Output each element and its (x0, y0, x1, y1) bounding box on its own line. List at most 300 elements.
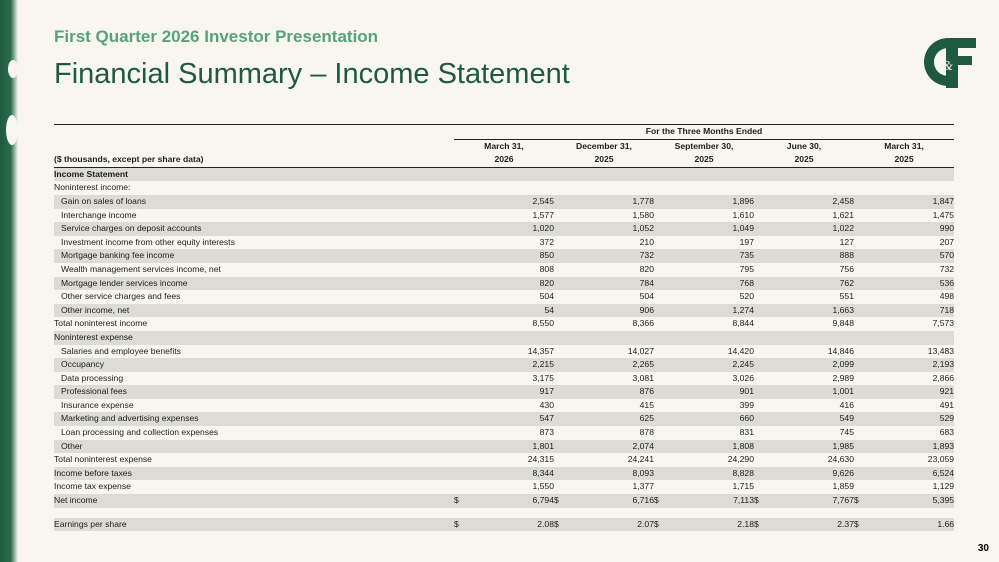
period-span-header: For the Three Months Ended (454, 125, 954, 140)
value-cell: 3,175 (532, 372, 554, 383)
column-header-row (54, 139, 954, 153)
value-cell: 2,074 (568, 440, 654, 454)
currency-cell (554, 358, 568, 372)
currency-cell (854, 426, 868, 440)
value-cell: 795 (739, 263, 754, 274)
value-cell: 820 (639, 263, 654, 274)
column-header-year: 2025 (854, 153, 954, 167)
column-header-year: 2025 (554, 153, 654, 167)
span-header-row (54, 125, 954, 140)
value-cell: 8,828 (668, 467, 754, 481)
value-cell: 372 (539, 236, 554, 247)
currency-cell (854, 181, 868, 195)
units-label: ($ thousands, except per share data) (54, 153, 454, 167)
value-cell: 921 (868, 385, 954, 399)
currency-cell (654, 195, 668, 209)
row-label: Earnings per share (54, 518, 454, 532)
value-cell: 549 (768, 412, 854, 426)
value-cell: 2,099 (768, 358, 854, 372)
value-cell: 9,848 (832, 318, 854, 329)
value-cell: 2,193 (868, 358, 954, 372)
value-cell: 917 (468, 385, 554, 399)
currency-cell (554, 467, 568, 481)
value-cell: 1,610 (732, 209, 754, 220)
edge-texture (8, 60, 18, 78)
currency-cell (654, 277, 668, 291)
value-cell: 3,081 (632, 372, 654, 383)
value-cell: 1,621 (832, 209, 854, 220)
value-cell: 1,808 (668, 440, 754, 454)
row-label: Total noninterest expense (54, 454, 152, 465)
value-cell: 504 (539, 291, 554, 302)
currency-cell (854, 508, 868, 518)
value-cell: 2,245 (668, 358, 754, 372)
currency-cell (454, 167, 468, 181)
table-row (54, 494, 954, 508)
value-cell: 7,113 (668, 494, 754, 508)
table-body (54, 167, 954, 531)
value-cell: 1,715 (732, 481, 754, 492)
currency-cell (854, 412, 868, 426)
currency-cell (454, 195, 468, 209)
currency-cell (754, 331, 768, 345)
value-cell: 8,344 (468, 467, 554, 481)
currency-cell (854, 304, 868, 318)
currency-symbol: $ (454, 518, 468, 532)
column-header-row (54, 153, 954, 167)
table-row (54, 518, 954, 532)
currency-cell (554, 345, 568, 359)
value-cell: 2.37 (768, 518, 854, 532)
currency-cell (854, 358, 868, 372)
value-cell: 2.07 (568, 518, 654, 532)
company-logo (918, 34, 978, 92)
currency-symbol: $ (854, 494, 868, 508)
value-cell (568, 508, 654, 518)
row-label: Other service charges and fees (61, 291, 181, 302)
value-cell: 416 (839, 399, 854, 410)
table-row (54, 249, 954, 263)
value-cell (568, 167, 654, 181)
currency-cell (454, 399, 468, 413)
value-cell: 1.66 (868, 518, 954, 532)
value-cell: 756 (839, 263, 854, 274)
currency-cell (754, 440, 768, 454)
value-cell: 1,049 (668, 222, 754, 236)
currency-symbol: $ (654, 494, 668, 508)
column-header-year: 2025 (654, 153, 754, 167)
currency-cell (854, 480, 868, 494)
value-cell: 14,357 (527, 345, 554, 356)
currency-cell (654, 222, 668, 236)
row-label: Marketing and advertising expenses (54, 412, 454, 426)
decorative-edge (0, 0, 18, 562)
row-label: Interchange income (61, 209, 137, 220)
svg-text:&: & (942, 59, 953, 74)
currency-cell (754, 508, 768, 518)
currency-cell (454, 467, 468, 481)
value-cell (468, 167, 554, 181)
table-row (54, 263, 954, 277)
column-header-date: March 31, (484, 140, 524, 151)
currency-cell (854, 385, 868, 399)
edge-texture (6, 115, 18, 145)
currency-cell (554, 181, 568, 195)
table-row (54, 331, 954, 345)
currency-cell (854, 195, 868, 209)
row-label: Wealth management services income, net (61, 263, 221, 274)
row-label: Mortgage lender services income (54, 277, 454, 291)
value-cell: 2.08 (468, 518, 554, 532)
value-cell: 732 (568, 249, 654, 263)
currency-cell (654, 263, 668, 277)
table-row (54, 167, 954, 181)
currency-cell (654, 399, 668, 413)
value-cell: 1,985 (768, 440, 854, 454)
value-cell: 745 (839, 427, 854, 438)
row-label: Investment income from other equity interests (61, 236, 235, 247)
value-cell: 901 (668, 385, 754, 399)
value-cell: 732 (939, 263, 955, 274)
currency-cell (454, 331, 468, 345)
currency-cell (454, 358, 468, 372)
value-cell (868, 167, 954, 181)
currency-cell (854, 467, 868, 481)
value-cell: 1,052 (568, 222, 654, 236)
table-row (54, 480, 954, 494)
value-cell (868, 331, 954, 345)
value-cell: 1,778 (568, 195, 654, 209)
currency-cell (754, 236, 768, 250)
currency-cell (454, 345, 468, 359)
currency-symbol: $ (554, 518, 568, 532)
currency-cell (854, 263, 868, 277)
currency-cell (754, 317, 768, 331)
currency-symbol: $ (654, 518, 668, 532)
value-cell: 3,026 (732, 372, 754, 383)
currency-cell (654, 467, 668, 481)
currency-cell (754, 480, 768, 494)
page-title: Financial Summary – Income Statement (54, 58, 570, 90)
row-label: Income Statement (54, 167, 454, 181)
table-row (54, 277, 954, 291)
currency-cell (654, 317, 668, 331)
value-cell: 5,395 (868, 494, 954, 508)
value-cell: 197 (739, 236, 754, 247)
value-cell (868, 508, 954, 518)
row-label: Salaries and employee benefits (61, 345, 181, 356)
currency-cell (554, 426, 568, 440)
value-cell (468, 331, 554, 345)
table-row (54, 222, 954, 236)
currency-cell (454, 426, 468, 440)
currency-cell (754, 167, 768, 181)
value-cell: 24,630 (827, 454, 854, 465)
currency-cell (654, 358, 668, 372)
value-cell: 7,573 (932, 318, 955, 329)
currency-cell (754, 249, 768, 263)
table-row (54, 412, 954, 426)
currency-cell (854, 399, 868, 413)
currency-cell (854, 453, 868, 467)
currency-cell (754, 304, 768, 318)
currency-cell (554, 412, 568, 426)
currency-cell (854, 317, 868, 331)
currency-cell (454, 508, 468, 518)
value-cell (668, 167, 754, 181)
currency-cell (754, 290, 768, 304)
currency-cell (554, 277, 568, 291)
value-cell: 14,846 (827, 345, 854, 356)
row-label: Occupancy (54, 358, 454, 372)
currency-cell (754, 195, 768, 209)
value-cell (768, 167, 854, 181)
value-cell: 23,059 (927, 454, 955, 465)
currency-cell (654, 480, 668, 494)
value-cell: 1,129 (932, 481, 955, 492)
currency-cell (654, 181, 668, 195)
currency-cell (554, 317, 568, 331)
currency-cell (554, 195, 568, 209)
row-label (54, 508, 454, 518)
currency-cell (454, 236, 468, 250)
currency-cell (754, 372, 768, 386)
row-label: Income before taxes (54, 467, 454, 481)
value-cell: 415 (639, 399, 654, 410)
currency-cell (754, 467, 768, 481)
table-row (54, 453, 954, 467)
value-cell (768, 331, 854, 345)
currency-cell (654, 236, 668, 250)
value-cell: 1,893 (868, 440, 954, 454)
value-cell: 784 (568, 277, 654, 291)
value-cell: 660 (668, 412, 754, 426)
currency-cell (554, 167, 568, 181)
value-cell: 2.18 (668, 518, 754, 532)
currency-cell (854, 277, 868, 291)
value-cell: 878 (639, 427, 654, 438)
currency-cell (754, 181, 768, 195)
table-row (54, 358, 954, 372)
page-number: 30 (977, 543, 989, 554)
currency-cell (554, 385, 568, 399)
currency-cell (754, 358, 768, 372)
currency-cell (454, 440, 468, 454)
value-cell (668, 181, 754, 195)
currency-cell (854, 209, 868, 223)
income-statement-table (54, 124, 954, 531)
currency-cell (454, 249, 468, 263)
currency-cell (654, 167, 668, 181)
value-cell: 2,989 (832, 372, 854, 383)
currency-cell (654, 453, 668, 467)
value-cell: 6,524 (868, 467, 954, 481)
currency-cell (554, 440, 568, 454)
currency-cell (554, 209, 568, 223)
value-cell: 7,767 (768, 494, 854, 508)
currency-cell (454, 222, 468, 236)
value-cell: 1,475 (932, 209, 955, 220)
value-cell: 2,545 (468, 195, 554, 209)
table-row (54, 236, 954, 250)
currency-cell (754, 385, 768, 399)
table-row (54, 181, 954, 195)
table-row (54, 399, 954, 413)
currency-cell (854, 290, 868, 304)
value-cell (668, 331, 754, 345)
currency-cell (654, 385, 668, 399)
currency-symbol: $ (854, 518, 868, 532)
currency-cell (554, 290, 568, 304)
value-cell: 536 (868, 277, 954, 291)
value-cell: 570 (868, 249, 954, 263)
value-cell: 831 (739, 427, 754, 438)
column-header-year: 2025 (754, 153, 854, 167)
value-cell: 1,663 (768, 304, 854, 318)
row-label: Mortgage banking fee income (54, 249, 454, 263)
table-row (54, 304, 954, 318)
currency-symbol: $ (754, 518, 768, 532)
column-header-date: June 30, (786, 140, 822, 151)
row-label: Total noninterest income (54, 318, 148, 329)
currency-cell (554, 453, 568, 467)
value-cell (468, 181, 554, 195)
row-label: Insurance expense (61, 399, 134, 410)
table-row (54, 290, 954, 304)
currency-cell (654, 345, 668, 359)
value-cell: 1,801 (468, 440, 554, 454)
currency-cell (454, 181, 468, 195)
value-cell: 24,290 (727, 454, 754, 465)
value-cell: 2,458 (768, 195, 854, 209)
value-cell: 876 (568, 385, 654, 399)
currency-cell (654, 304, 668, 318)
currency-cell (554, 304, 568, 318)
currency-cell (554, 480, 568, 494)
row-label: Loan processing and collection expenses (61, 427, 219, 438)
value-cell (668, 508, 754, 518)
currency-cell (754, 263, 768, 277)
currency-cell (554, 399, 568, 413)
currency-cell (654, 372, 668, 386)
value-cell: 8,550 (532, 318, 554, 329)
currency-cell (854, 222, 868, 236)
value-cell: 210 (639, 236, 654, 247)
currency-cell (454, 385, 468, 399)
value-cell: 718 (868, 304, 954, 318)
value-cell: 808 (539, 263, 554, 274)
table-row (54, 372, 954, 386)
value-cell: 762 (768, 277, 854, 291)
currency-cell (754, 209, 768, 223)
table-row (54, 385, 954, 399)
currency-cell (654, 290, 668, 304)
value-cell: 1,001 (768, 385, 854, 399)
row-label: Income tax expense (54, 481, 131, 492)
value-cell: 1,580 (632, 209, 654, 220)
currency-cell (854, 249, 868, 263)
table-row (54, 345, 954, 359)
currency-cell (454, 290, 468, 304)
currency-cell (454, 480, 468, 494)
value-cell: 906 (568, 304, 654, 318)
value-cell (768, 508, 854, 518)
table-row (54, 426, 954, 440)
currency-symbol: $ (454, 494, 468, 508)
value-cell: 1,550 (532, 481, 554, 492)
row-label: Net income (54, 494, 454, 508)
value-cell (868, 181, 954, 195)
value-cell: 13,483 (927, 345, 955, 356)
currency-cell (454, 317, 468, 331)
currency-cell (654, 331, 668, 345)
row-label: Data processing (61, 372, 124, 383)
value-cell: 6,716 (568, 494, 654, 508)
currency-cell (754, 399, 768, 413)
currency-cell (454, 453, 468, 467)
currency-cell (554, 331, 568, 345)
value-cell: 24,315 (527, 454, 554, 465)
currency-cell (654, 440, 668, 454)
value-cell: 8,844 (732, 318, 754, 329)
value-cell: 8,366 (632, 318, 654, 329)
currency-cell (654, 426, 668, 440)
value-cell: 1,020 (468, 222, 554, 236)
value-cell: 1,847 (868, 195, 954, 209)
value-cell (568, 181, 654, 195)
currency-cell (554, 263, 568, 277)
currency-cell (454, 412, 468, 426)
value-cell: 625 (568, 412, 654, 426)
currency-cell (854, 440, 868, 454)
value-cell: 127 (839, 236, 854, 247)
value-cell: 9,626 (768, 467, 854, 481)
currency-cell (854, 167, 868, 181)
value-cell: 24,241 (627, 454, 654, 465)
table-row (54, 440, 954, 454)
value-cell: 2,265 (568, 358, 654, 372)
table-row (54, 467, 954, 481)
value-cell: 504 (639, 291, 654, 302)
value-cell: 551 (839, 291, 854, 302)
value-cell: 1,274 (668, 304, 754, 318)
currency-cell (654, 508, 668, 518)
value-cell: 207 (939, 236, 955, 247)
row-label: Gain on sales of loans (54, 195, 454, 209)
currency-cell (454, 263, 468, 277)
value-cell: 498 (939, 291, 955, 302)
currency-cell (454, 277, 468, 291)
currency-cell (554, 236, 568, 250)
value-cell: 873 (539, 427, 554, 438)
value-cell: 1,377 (632, 481, 654, 492)
currency-cell (854, 331, 868, 345)
row-label: Service charges on deposit accounts (54, 222, 454, 236)
value-cell: 1,859 (832, 481, 854, 492)
currency-cell (754, 277, 768, 291)
value-cell: 6,794 (468, 494, 554, 508)
table-row (54, 508, 954, 518)
value-cell (568, 331, 654, 345)
row-label: Noninterest expense (54, 331, 454, 345)
value-cell: 735 (668, 249, 754, 263)
value-cell: 1,577 (532, 209, 554, 220)
value-cell: 1,896 (668, 195, 754, 209)
value-cell: 529 (868, 412, 954, 426)
currency-cell (654, 249, 668, 263)
column-header-date: September 30, (674, 140, 734, 151)
currency-cell (754, 412, 768, 426)
